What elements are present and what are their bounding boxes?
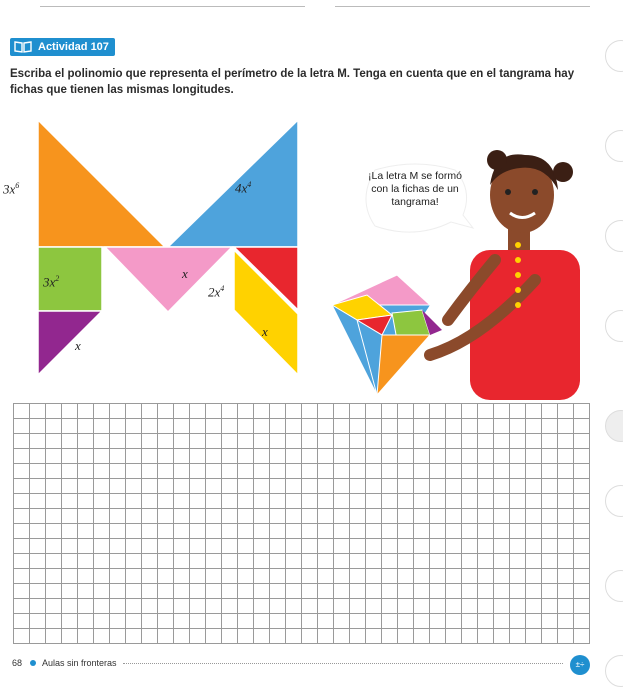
- margin-circle: [605, 410, 623, 442]
- footer-dotted-line: [123, 663, 563, 664]
- label-red-triangle: $2x^4$: [208, 284, 225, 300]
- calculator-icon: ±÷: [570, 655, 590, 675]
- speech-bubble-text: ¡La letra M se formó con la fichas de un tangrama!: [368, 170, 462, 208]
- blue-triangle: [168, 120, 298, 247]
- purple-triangle: [38, 311, 102, 375]
- answer-grid[interactable]: [13, 403, 590, 644]
- label-purple-triangle: x: [75, 338, 81, 353]
- pink-triangle: [105, 247, 232, 312]
- orange-triangle: [38, 120, 165, 247]
- top-rule-right: [335, 0, 590, 7]
- label-blue-triangle: $4x^4$: [235, 180, 252, 196]
- tangram-m-figure: [0, 110, 623, 400]
- margin-circle: [605, 570, 623, 602]
- top-rule-left: [40, 0, 305, 7]
- instructions-text: Escriba el polinomio que representa el perímetro de la letra M. Tenga en cuenta que en el tangrama hay fichas que tienen las mismas longitudes.: [10, 68, 575, 96]
- bullet-icon: [30, 660, 36, 666]
- margin-circle: [605, 485, 623, 517]
- margin-circle: [605, 655, 623, 687]
- label-orange-triangle: $3x^6$: [3, 181, 20, 197]
- label-pink-triangle: x: [182, 266, 188, 281]
- page-footer: [12, 658, 563, 668]
- label-yellow-parallelogram: x: [262, 324, 268, 339]
- book-title: Aulas sin fronteras: [42, 658, 117, 668]
- book-icon: [14, 41, 32, 53]
- label-green-square: $3x^2$: [43, 274, 60, 290]
- page-number: 68: [12, 658, 23, 668]
- held-tangram: [332, 275, 442, 395]
- activity-badge: [10, 38, 115, 56]
- activity-title: Actividad 107: [38, 41, 109, 53]
- margin-circle: [605, 40, 623, 72]
